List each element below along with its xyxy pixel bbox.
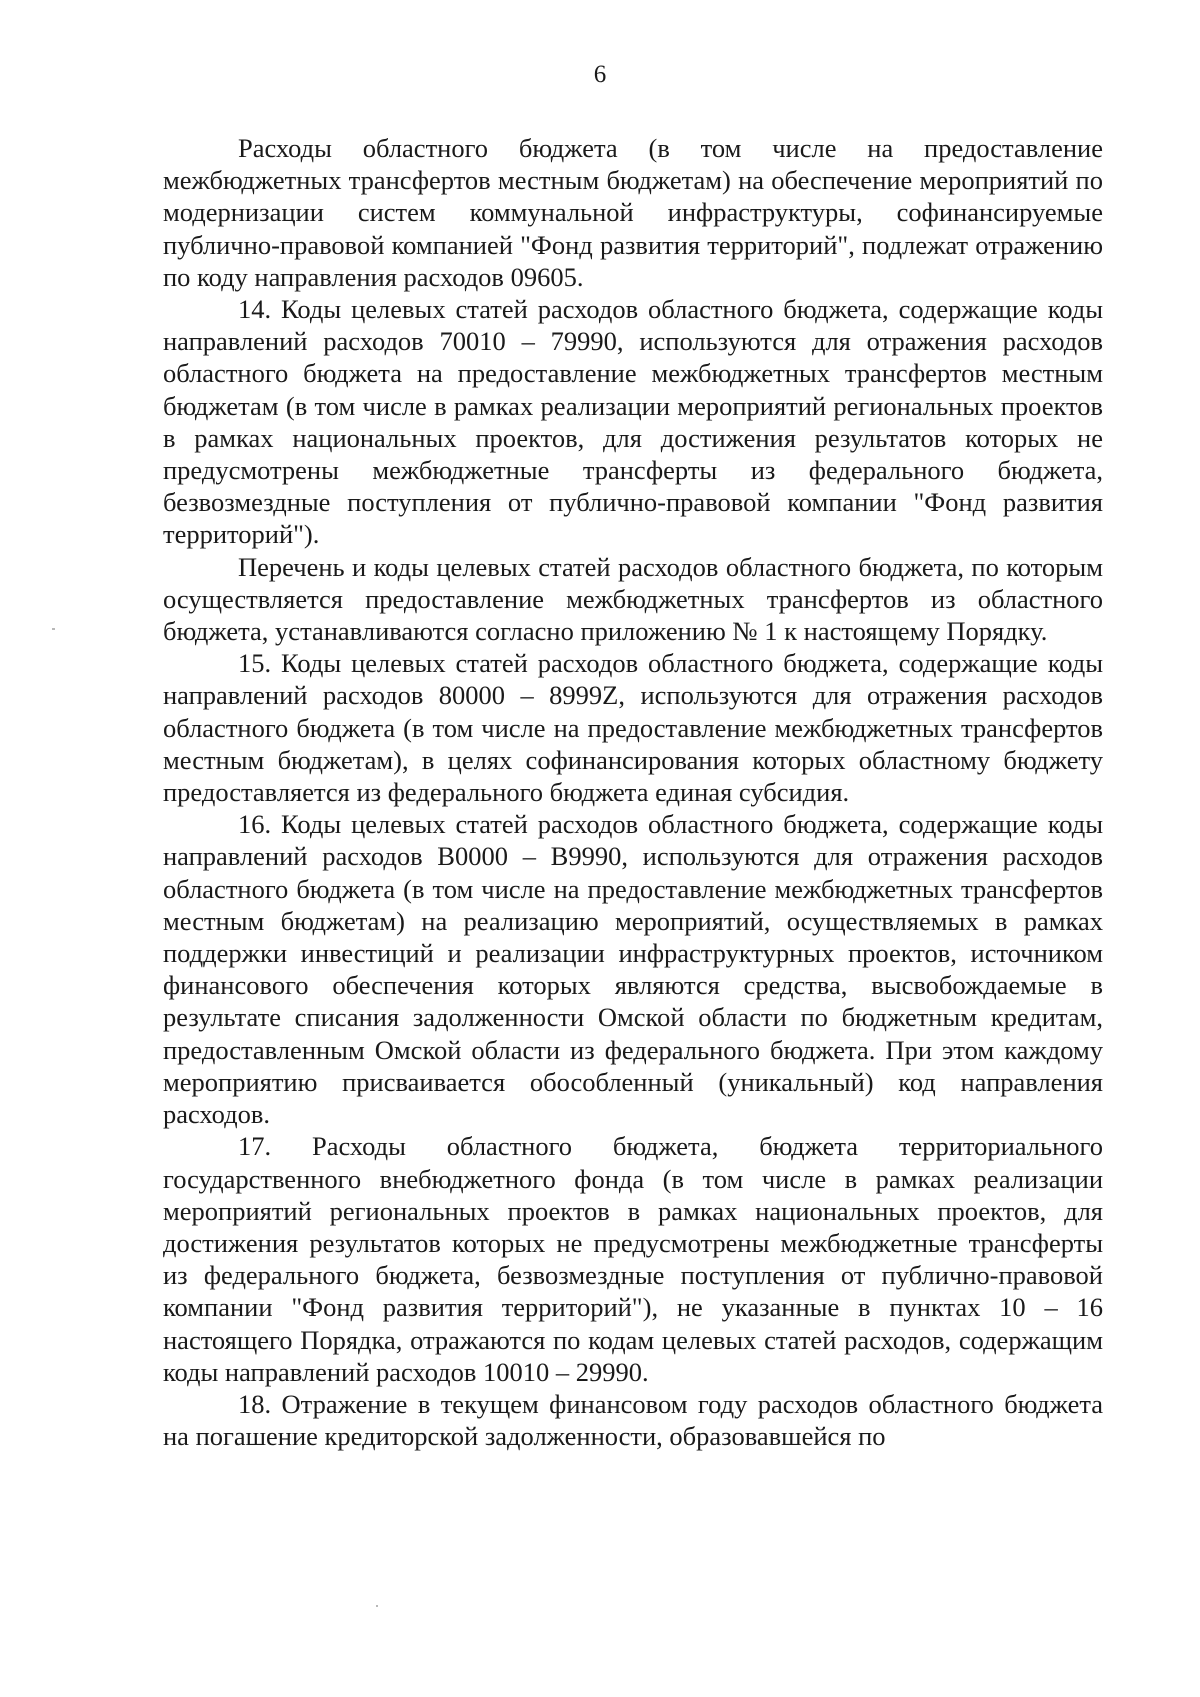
paragraph-transfer-list: Перечень и коды целевых статей расходов областного бюджета, по которым осуществляется предоставление межбюджетных трансфертов из областного бюджета, устанавливаются согласно приложению № 1 к настоящему Порядку. [163, 551, 1103, 647]
scan-artifact-mark [376, 1605, 378, 1607]
paragraph-15: 15. Коды целевых статей расходов областного бюджета, содержащие коды направлений расходов 80000 – 8999Z, используются для отражения расходов областного бюджета (в том числе на предоставление межбюджетных трансфертов местным бюджетам), в целях софинансирования которых областному бюджету предоставляется из федерального бюджета единая субсидия. [163, 648, 1103, 808]
scan-artifact-mark [52, 628, 55, 630]
paragraph-18: 18. Отражение в текущем финансовом году расходов областного бюджета на погашение кредиторской задолженности, образовавшейся по [163, 1388, 1103, 1452]
paragraph-water-infrastructure: Расходы областного бюджета (в том числе на предоставление межбюджетных трансфертов местным бюджетам) на обеспечение мероприятий по модернизации систем коммунальной инфраструктуры, софинансируемые публично-правовой компанией "Фонд развития территорий", подлежат отражению по коду направления расходов 09605. [163, 133, 1103, 292]
paragraph-14: 14. Коды целевых статей расходов областного бюджета, содержащие коды направлений расходов 70010 – 79990, используются для отражения расходов областного бюджета на предоставление межбюджетных трансфертов местным бюджетам (в том числе в рамках реализации мероприятий региональных проектов в рамках национальных проектов, для достижения результатов которых не предусмотрены межбюджетные трансферты из федерального бюджета, безвозмездные поступления от публично-правовой компании "Фонд развития территорий"). [163, 294, 1103, 550]
paragraph-17: 17. Расходы областного бюджета, бюджета территориального государственного внебюджетного фонда (в том числе в рамках реализации мероприятий региональных проектов в рамках национальных проектов, для достижения результатов которых не предусмотрены межбюджетные трансферты из федерального бюджета, безвозмездные поступления от публично-правовой компании "Фонд развития территорий"), не указанные в пунктах 10 – 16 настоящего Порядка, отражаются по кодам целевых статей расходов, содержащим коды направлений расходов 10010 – 29990. [163, 1131, 1103, 1387]
paragraph-16: 16. Коды целевых статей расходов областного бюджета, содержащие коды направлений расходов В0000 – В9990, используются для отражения расходов областного бюджета (в том числе на предоставление межбюджетных трансфертов местным бюджетам) на реализацию мероприятий, осуществляемых в рамках поддержки инвестиций и реализации инфраструктурных проектов, источником финансового обеспечения которых являются средства, высвобождаемые в результате списания задолженности Омской области по бюджетным кредитам, предоставленным Омской области из федерального бюджета. При этом каждому мероприятию присваивается обособленный (уникальный) код направления расходов. [163, 809, 1103, 1130]
page-number: 6 [593, 61, 607, 88]
document-body [163, 132, 1103, 1452]
